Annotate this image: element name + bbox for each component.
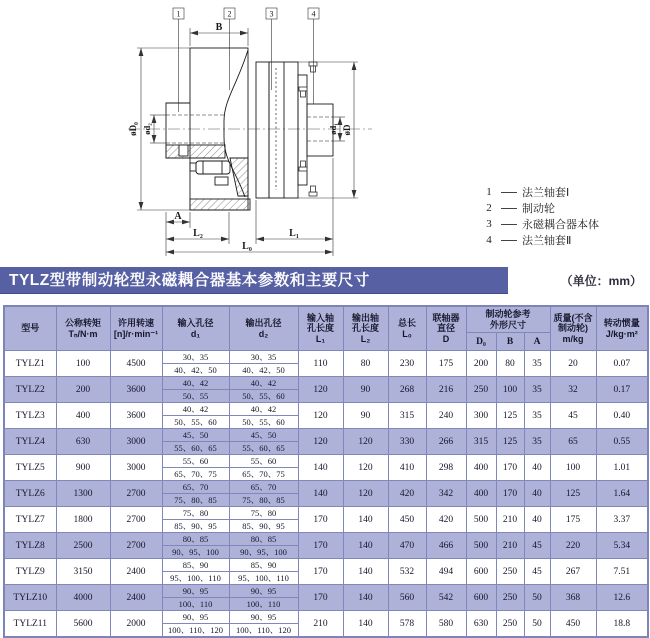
cell-L1: 120 [298,403,343,429]
cell-A: 35 [524,351,550,377]
cell-D: 342 [426,481,466,507]
legend-item-number: 4 [486,234,492,246]
cell-L1: 170 [298,585,343,611]
cell-mass: 100 [550,455,596,481]
cell-d1-top: 85、90 [162,559,229,572]
cell-D: 466 [426,533,466,559]
cell-B: 125 [496,429,524,455]
legend-item-label: 法兰轴套Ⅱ [522,235,572,247]
spec-table [3,305,649,638]
cell-inertia: 3.37 [596,507,648,533]
dimension-labels [128,22,352,252]
cell-B: 210 [496,533,524,559]
cell-model: TYLZ9 [4,559,56,585]
cell-L2: 140 [343,585,388,611]
dim-L0: L₀ [242,241,252,252]
cell-B: 250 [496,559,524,585]
dim-A: A [174,211,182,222]
cell-mass: 65 [550,429,596,455]
cell-L1: 120 [298,377,343,403]
cell-d1-top: 75、80 [162,507,229,520]
cell-d2-bottom: 100、110 [229,598,298,611]
cell-D0: 500 [466,533,496,559]
cell-d2-top: 90、95 [229,611,298,624]
cell-d1-bottom: 75、80、85 [162,494,229,507]
cell-d1-bottom: 100、110 [162,598,229,611]
cell-D0: 600 [466,559,496,585]
cell-D0: 400 [466,481,496,507]
dim-d2: ød₂ [142,123,152,135]
cell-d2-bottom: 65、70、75 [229,468,298,481]
cell-torque: 1800 [56,507,110,533]
cell-speed: 2700 [110,481,162,507]
cell-speed: 3000 [110,429,162,455]
cell-mass: 20 [550,351,596,377]
coupling-body-section [256,62,333,198]
legend-item [482,232,599,248]
dim-D0: øD₀ [128,122,138,136]
header-d2: 输出孔径 d₂ [229,306,298,351]
cell-mass: 267 [550,559,596,585]
header-J: 转动惯量 J/kg·m² [596,306,648,351]
cell-d2-top: 85、90 [229,559,298,572]
cell-speed: 3600 [110,377,162,403]
cell-torque: 4000 [56,585,110,611]
cell-L0: 532 [388,559,426,585]
cell-d2-bottom: 90、95、100 [229,546,298,559]
header-brake-sub-0: D₀ [466,333,496,351]
cell-d1-bottom: 65、70、75 [162,468,229,481]
cell-D0: 400 [466,455,496,481]
cell-d2-bottom: 75、80、85 [229,494,298,507]
cell-L1: 110 [298,351,343,377]
dim-B: B [215,22,223,33]
cell-d2-bottom: 50、55、60 [229,390,298,403]
cell-L1: 170 [298,507,343,533]
header-model: 型号 [4,306,56,351]
cell-mass: 175 [550,507,596,533]
header-D: 联轴器 直径 D [426,306,466,351]
legend-item-number: 1 [486,186,492,198]
cell-D: 494 [426,559,466,585]
cell-d2-top: 40、42 [229,403,298,416]
cell-B: 170 [496,455,524,481]
cell-D0: 500 [466,507,496,533]
cell-speed: 3600 [110,403,162,429]
table-row [4,429,648,442]
callout-1: 1 [176,9,181,19]
cell-d2-bottom: 85、90、95 [229,520,298,533]
cell-L0: 420 [388,481,426,507]
legend-item [482,184,599,200]
cell-L2: 80 [343,351,388,377]
unit-note: （单位：mm） [560,274,642,288]
header-L1: 输入轴 孔长度 L₁ [298,306,343,351]
page-title: TYLZ型带制动轮型永磁耦合器基本参数和主要尺寸 [0,267,508,294]
callout-numbers [177,10,316,19]
legend-leader-line [501,208,517,209]
cell-inertia: 5.34 [596,533,648,559]
cell-D: 420 [426,507,466,533]
cell-torque: 200 [56,377,110,403]
dimension-lines [137,28,358,256]
cell-d1-top: 30、35 [162,351,229,364]
cell-A: 35 [524,403,550,429]
cell-D0: 315 [466,429,496,455]
table-row [4,455,648,468]
cell-L1: 210 [298,611,343,638]
legend-leader-line [501,192,517,193]
legend-item-label: 永磁耦合器本体 [522,219,599,231]
cell-d1-top: 80、85 [162,533,229,546]
cell-L0: 330 [388,429,426,455]
cell-L0: 578 [388,611,426,638]
cell-model: TYLZ6 [4,481,56,507]
cell-A: 35 [524,377,550,403]
table-row [4,585,648,598]
cell-d1-bottom: 95、100、110 [162,572,229,585]
cell-L2: 120 [343,481,388,507]
cell-L0: 315 [388,403,426,429]
cell-model: TYLZ5 [4,455,56,481]
cell-inertia: 0.40 [596,403,648,429]
cell-torque: 400 [56,403,110,429]
cell-D0: 300 [466,403,496,429]
cell-d2-top: 90、95 [229,585,298,598]
table-row [4,351,648,364]
cell-model: TYLZ7 [4,507,56,533]
cell-d2-bottom: 50、55、60 [229,416,298,429]
cell-d1-bottom: 50、55、60 [162,416,229,429]
cell-d1-top: 45、50 [162,429,229,442]
cell-d1-top: 40、42 [162,377,229,390]
table-row [4,377,648,390]
cell-speed: 2400 [110,585,162,611]
cell-L1: 140 [298,481,343,507]
cell-speed: 2700 [110,507,162,533]
cell-A: 50 [524,585,550,611]
cell-d1-bottom: 90、95、100 [162,546,229,559]
cell-torque: 3150 [56,559,110,585]
cell-L2: 140 [343,559,388,585]
cell-D: 542 [426,585,466,611]
cell-torque: 630 [56,429,110,455]
cell-d1-bottom: 85、90、95 [162,520,229,533]
cell-mass: 450 [550,611,596,638]
table-row [4,481,648,494]
cell-inertia: 0.17 [596,377,648,403]
cell-d2-top: 55、60 [229,455,298,468]
legend-item [482,200,599,216]
cell-L0: 470 [388,533,426,559]
cell-L0: 268 [388,377,426,403]
cell-D: 266 [426,429,466,455]
header-m: 质量(不含 制动轮) m/kg [550,306,596,351]
header-torque: 公称转矩 Tₙ/N·m [56,306,110,351]
cell-model: TYLZ2 [4,377,56,403]
cell-inertia: 18.8 [596,611,648,638]
cell-mass: 368 [550,585,596,611]
cell-D0: 600 [466,585,496,611]
header-L2: 输出轴 孔长度 L₂ [343,306,388,351]
cell-d1-top: 55、60 [162,455,229,468]
cell-D: 175 [426,351,466,377]
cell-A: 40 [524,507,550,533]
cell-D0: 250 [466,377,496,403]
cell-A: 50 [524,611,550,638]
cell-A: 45 [524,533,550,559]
table-row [4,533,648,546]
header-speed: 许用转速 [n]/r·min⁻¹ [110,306,162,351]
cell-d1-bottom: 100、110、120 [162,624,229,638]
drawing-legend [482,184,599,248]
cell-torque: 5600 [56,611,110,638]
cell-D: 298 [426,455,466,481]
cell-L1: 170 [298,559,343,585]
cell-d2-top: 30、35 [229,351,298,364]
cell-B: 100 [496,377,524,403]
cell-inertia: 1.64 [596,481,648,507]
cell-mass: 45 [550,403,596,429]
legend-item [482,216,599,232]
cell-A: 35 [524,429,550,455]
cell-A: 40 [524,455,550,481]
cell-d1-bottom: 50、55 [162,390,229,403]
cell-L2: 90 [343,403,388,429]
cell-d1-bottom: 40、42、50 [162,364,229,377]
cell-B: 250 [496,611,524,638]
cell-L1: 170 [298,533,343,559]
cell-model: TYLZ1 [4,351,56,377]
header-brake-sub-1: B [496,333,524,351]
cell-speed: 3000 [110,455,162,481]
legend-item-number: 3 [486,218,492,230]
callout-2: 2 [227,9,232,19]
callout-4: 4 [311,9,316,19]
cell-mass: 32 [550,377,596,403]
cell-torque: 2500 [56,533,110,559]
cell-A: 45 [524,559,550,585]
cell-B: 210 [496,507,524,533]
cell-D: 580 [426,611,466,638]
cell-d1-top: 65、70 [162,481,229,494]
cell-inertia: 0.55 [596,429,648,455]
legend-item-label: 法兰轴套Ⅰ [522,187,570,199]
table-row [4,507,648,520]
legend-item-label: 制动轮 [522,203,555,215]
cell-speed: 2000 [110,611,162,638]
cell-d1-top: 90、95 [162,611,229,624]
cell-torque: 900 [56,455,110,481]
table-row [4,559,648,572]
cell-inertia: 1.01 [596,455,648,481]
cell-A: 40 [524,481,550,507]
cell-d2-top: 65、70 [229,481,298,494]
cell-B: 80 [496,351,524,377]
cell-B: 250 [496,585,524,611]
cell-mass: 125 [550,481,596,507]
cell-d2-bottom: 100、110、120 [229,624,298,638]
cell-L0: 230 [388,351,426,377]
cell-model: TYLZ11 [4,611,56,638]
cell-L2: 140 [343,611,388,638]
header-d1: 输入孔径 d₁ [162,306,229,351]
cell-B: 170 [496,481,524,507]
cell-speed: 2700 [110,533,162,559]
cell-L0: 560 [388,585,426,611]
cell-L2: 90 [343,377,388,403]
cell-inertia: 0.07 [596,351,648,377]
cell-speed: 4500 [110,351,162,377]
cell-B: 125 [496,403,524,429]
cell-d2-top: 80、85 [229,533,298,546]
cell-model: TYLZ4 [4,429,56,455]
callouts [173,8,319,112]
cell-L1: 140 [298,455,343,481]
cell-L0: 450 [388,507,426,533]
cell-mass: 220 [550,533,596,559]
cell-d2-bottom: 95、100、110 [229,572,298,585]
legend-leader-line [501,224,517,225]
header-brake-sub-2: A [524,333,550,351]
cell-model: TYLZ8 [4,533,56,559]
cell-d2-bottom: 40、42、50 [229,364,298,377]
legend-leader-line [501,240,517,241]
cell-d1-top: 40、42 [162,403,229,416]
cell-d1-top: 90、95 [162,585,229,598]
cell-torque: 100 [56,351,110,377]
dim-d1: ød₁ [328,123,338,135]
cell-d2-bottom: 55、60、65 [229,442,298,455]
table-row [4,611,648,624]
cell-model: TYLZ10 [4,585,56,611]
cell-torque: 1300 [56,481,110,507]
dim-L2: L₂ [193,228,203,239]
cell-D0: 200 [466,351,496,377]
dim-L1: L₁ [289,228,299,239]
cell-inertia: 12.6 [596,585,648,611]
cell-L0: 410 [388,455,426,481]
cell-L2: 120 [343,429,388,455]
header-brake: 制动轮参考 外形尺寸 [466,306,550,333]
cell-d2-top: 45、50 [229,429,298,442]
callout-3: 3 [269,9,274,19]
cell-L2: 140 [343,507,388,533]
cell-D: 240 [426,403,466,429]
header-L0: 总长 L₀ [388,306,426,351]
cell-d1-bottom: 55、60、65 [162,442,229,455]
cell-L1: 120 [298,429,343,455]
cell-L2: 120 [343,455,388,481]
cell-inertia: 7.51 [596,559,648,585]
cell-speed: 2400 [110,559,162,585]
cell-D: 216 [426,377,466,403]
legend-item-number: 2 [486,202,492,214]
cell-model: TYLZ3 [4,403,56,429]
cell-D0: 630 [466,611,496,638]
dim-D: øD [342,124,352,136]
cell-d2-top: 40、42 [229,377,298,390]
title-bar [0,267,650,294]
cell-d2-top: 75、80 [229,507,298,520]
cell-L2: 140 [343,533,388,559]
table-row [4,403,648,416]
